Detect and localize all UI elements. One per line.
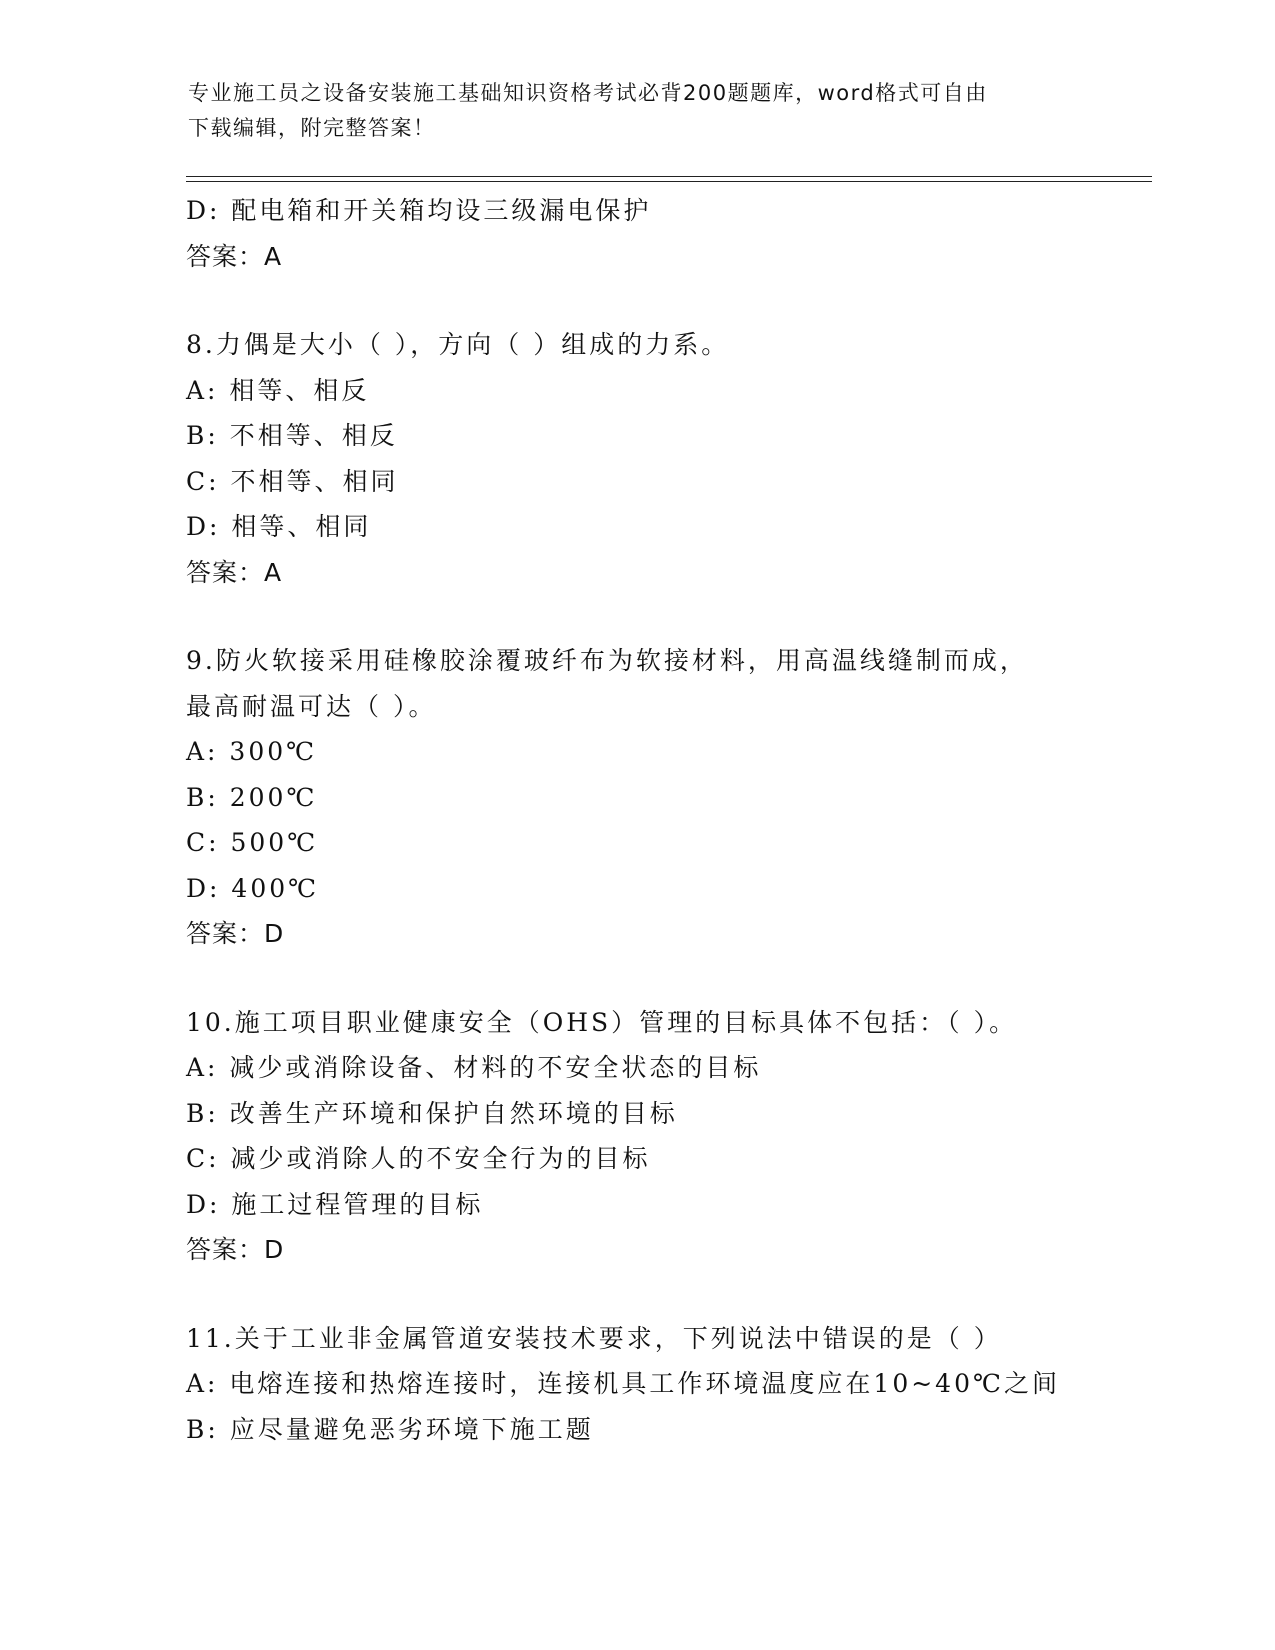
option-line: B: 应尽量避免恶劣环境下施工题 <box>186 1414 594 1444</box>
question-text-continued: 最高耐温可达（ ）。 <box>186 691 437 721</box>
option-line: C: 减少或消除人的不安全行为的目标 <box>186 1144 651 1173</box>
option-line: A: 电熔连接和热熔连接时，连接机具工作环境温度应在10~40℃之间 <box>186 1369 1060 1398</box>
option-line: A: 300℃ <box>186 737 318 766</box>
question-text: 9.防火软接采用硅橡胶涂覆玻纤布为软接材料，用高温线缝制而成， <box>186 646 1028 675</box>
option-line: D: 相等、相同 <box>186 512 372 541</box>
question-text: 10.施工项目职业健康安全（OHS）管理的目标具体不包括：（ ）。 <box>186 1007 1018 1037</box>
option-line: D: 400℃ <box>186 873 320 903</box>
answer-line: 答案：A <box>186 241 283 271</box>
question-block-7 <box>186 188 1166 279</box>
question-block-10 <box>186 1000 1166 1273</box>
header-divider-bottom <box>186 181 1152 182</box>
header-line-2: 下载编辑，附完整答案！ <box>188 116 436 140</box>
option-line: B: 改善生产环境和保护自然环境的目标 <box>186 1098 678 1128</box>
question-text: 11.关于工业非金属管道安装技术要求，下列说法中错误的是（ ） <box>186 1323 1002 1353</box>
question-block-11 <box>186 1316 1166 1453</box>
header-line-1: 专业施工员之设备安装施工基础知识资格考试必背200题题库，word格式可自由 <box>188 81 988 105</box>
option-line: B: 不相等、相反 <box>186 421 398 450</box>
question-block-8 <box>186 322 1166 595</box>
answer-line: 答案：D <box>186 1235 285 1264</box>
question-text: 8.力偶是大小（ ），方向（ ）组成的力系。 <box>186 330 730 359</box>
document-header <box>188 76 1088 146</box>
option-line: D: 施工过程管理的目标 <box>186 1189 484 1219</box>
option-line: C: 500℃ <box>186 828 319 857</box>
question-list <box>186 188 1166 1452</box>
question-block-9 <box>186 638 1166 957</box>
option-line: A: 减少或消除设备、材料的不安全状态的目标 <box>186 1053 762 1082</box>
option-line: A: 相等、相反 <box>186 375 370 405</box>
header-divider-top <box>186 176 1152 177</box>
answer-line: 答案：A <box>186 557 283 587</box>
option-line: D: 配电箱和开关箱均设三级漏电保护 <box>186 196 652 225</box>
option-line: C: 不相等、相同 <box>186 466 399 496</box>
option-line: B: 200℃ <box>186 782 318 812</box>
answer-line: 答案：D <box>186 919 285 948</box>
